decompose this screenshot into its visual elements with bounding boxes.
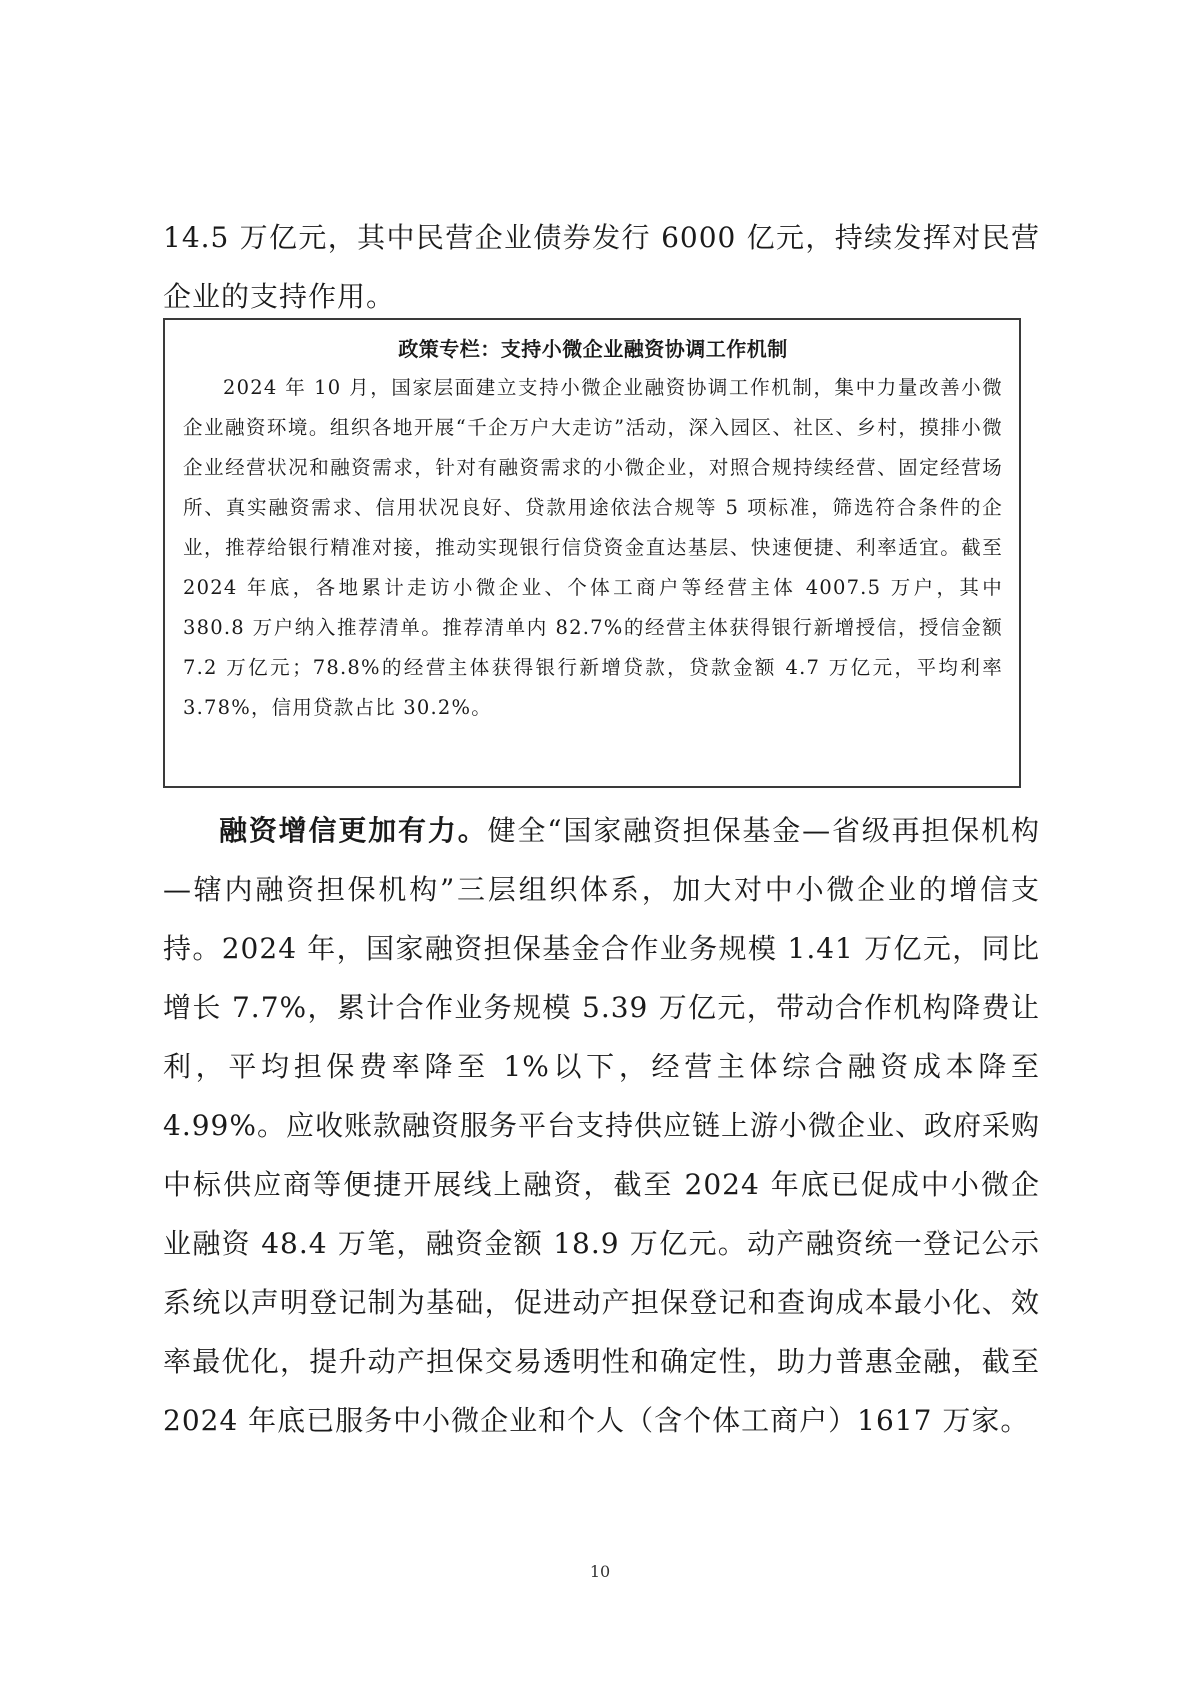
paragraph-lead-heading: 融资增信更加有力。 [219,814,488,847]
policy-box-title: 政策专栏：支持小微企业融资协调工作机制 [398,337,788,361]
financing-credit-paragraph [163,801,1040,1450]
policy-box-body: 2024 年 10 月，国家层面建立支持小微企业融资协调工作机制，集中力量改善小微企业融资环境。组织各地开展“千企万户大走访”活动，深入园区、社区、乡村，摸排小微企业经营状况和融资需求，针对有融资需求的小微企业，对照合规持续经营、固定经营场所、真实融资需求、信用状况良好、贷款用途依法合规等 5 项标准，筛选符合条件的企业，推荐给银行精准对接，推动实现银行信贷资金直达基层、快速便捷、利率适宜。截至 2024 年底，各地累计走访小微企业、个体工商户等经营主体 4007.5 万户，其中 380.8 万户纳入推荐清单。推荐清单内 82.7%的经营主体获得银行新增授信，授信金额 7.2 万亿元；78.8%的经营主体获得银行新增贷款，贷款金额 4.7 万亿元，平均利率 3.78%，信用贷款占比 30.2%。 [183,376,1003,719]
paragraph-body-text: 健全“国家融资担保基金—省级再担保机构—辖内融资担保机构”三层组织体系，加大对中小微企业的增信支持。2024 年，国家融资担保基金合作业务规模 1.41 万亿元，同比增长 7.7%，累计合作业务规模 5.39 万亿元，带动合作机构降费让利，平均担保费率降至 1%以下，经营主体综合融资成本降至 4.99%。应收账款融资服务平台支持供应链上游小微企业、政府采购中标供应商等便捷开展线上融资，截至 2024 年底已促成中小微企业融资 48.4 万笔，融资金额 18.9 万亿元。动产融资统一登记公示系统以声明登记制为基础，促进动产担保登记和查询成本最小化、效率最优化，提升动产担保交易透明性和确定性，助力普惠金融，截至 2024 年底已服务中小微企业和个人（含个体工商户）1617 万家。 [163,814,1040,1437]
policy-sidebar-box [163,318,1021,788]
continued-paragraph: 14.5 万亿元，其中民营企业债券发行 6000 亿元，持续发挥对民营企业的支持作用。 [163,221,1040,313]
page-number: 10 [589,1562,611,1581]
